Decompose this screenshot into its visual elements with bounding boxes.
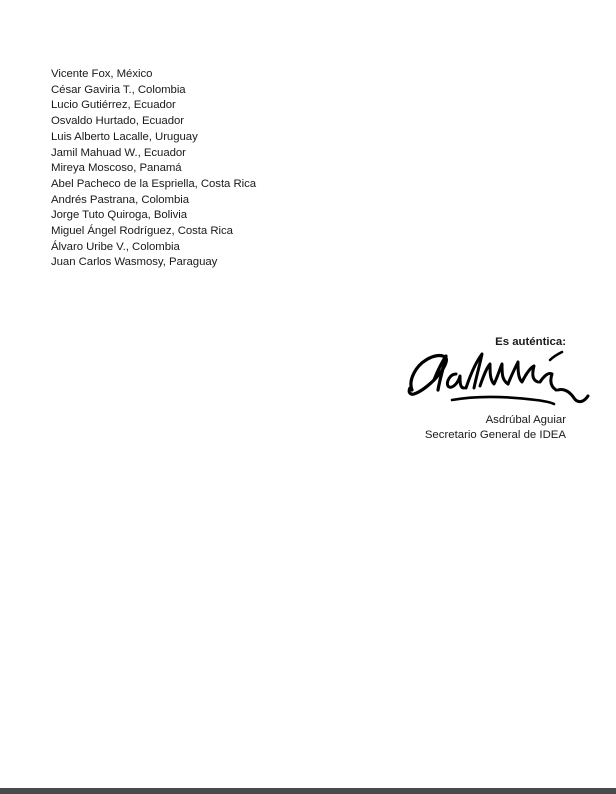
signatories-list (51, 67, 256, 271)
handwritten-signature (404, 344, 590, 414)
signatory-item: Álvaro Uribe V., Colombia (51, 240, 180, 253)
signatory-item: Mireya Moscoso, Panamá (51, 162, 182, 175)
signatory-item: Jorge Tuto Quiroga, Bolivia (51, 209, 188, 222)
authentication-label: Es auténtica: (495, 336, 566, 348)
signatory-item: Jamil Mahuad W., Ecuador (51, 146, 186, 159)
signer-name: Asdrúbal Aguiar (485, 414, 566, 426)
signatory-item: Osvaldo Hurtado, Ecuador (51, 115, 185, 128)
signatory-item: Lucio Gutiérrez, Ecuador (51, 99, 176, 112)
signatory-item: Abel Pacheco de la Espriella, Costa Rica (51, 177, 257, 190)
signer-title: Secretario General de IDEA (424, 429, 566, 441)
signatory-item: Juan Carlos Wasmosy, Paraguay (51, 256, 218, 269)
page-bottom-border (0, 788, 616, 794)
signatory-item: Luis Alberto Lacalle, Uruguay (51, 130, 198, 143)
signatory-item: César Gaviria T., Colombia (51, 83, 186, 96)
signatory-item: Miguel Ángel Rodríguez, Costa Rica (51, 225, 233, 238)
signatory-item: Vicente Fox, México (51, 68, 153, 80)
signatory-item: Andrés Pastrana, Colombia (51, 193, 190, 206)
